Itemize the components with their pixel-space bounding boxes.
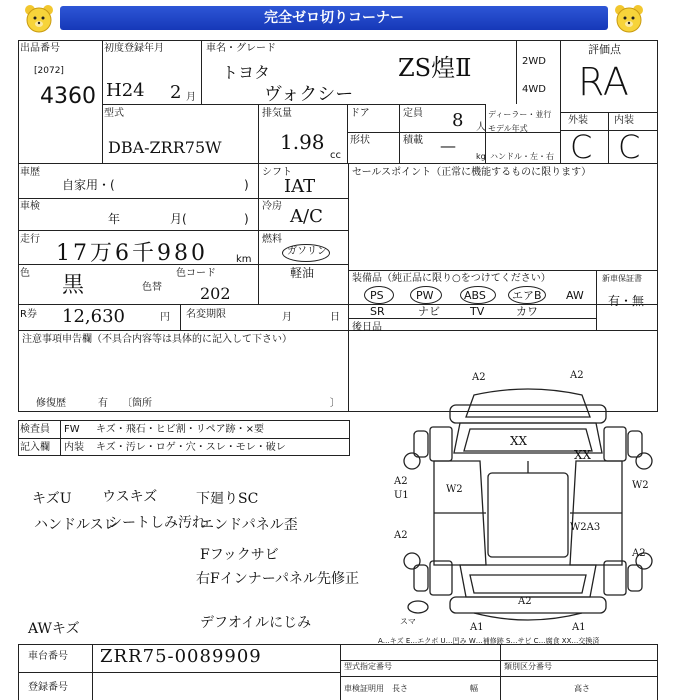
- reg-no-label: 登録番号: [28, 682, 68, 693]
- equip-tv: TV: [470, 305, 485, 318]
- mileage-unit: km: [236, 254, 252, 265]
- color-change-label: 色替: [142, 282, 162, 293]
- disp-value: 1.98: [280, 130, 325, 154]
- divider: [608, 112, 609, 164]
- damage-mark: U1: [394, 490, 409, 501]
- color-code: 202: [200, 284, 231, 303]
- drive-4wd: 4WD: [522, 84, 546, 95]
- diagram-legend: A…キズ E…エクボ U…凹み W…補修跡 S…サビ C…腐食 XX…交換済: [378, 637, 600, 645]
- divider: [18, 438, 350, 439]
- damage-mark: W2A3: [570, 522, 601, 533]
- remark-line: ウスキズ: [102, 489, 158, 505]
- load-value: —: [440, 136, 456, 155]
- mascot-bear-icon: [22, 2, 56, 36]
- int-score: C: [618, 128, 641, 166]
- dealer-label: ディーラー・並行: [488, 110, 552, 119]
- name-change-label: 名変期限: [186, 309, 226, 320]
- divider: [340, 644, 341, 700]
- damage-mark: A2: [472, 372, 486, 383]
- car-name: ヴォクシー: [264, 84, 354, 105]
- remark-line: 下廻りSC: [196, 491, 259, 507]
- divider: [340, 660, 658, 661]
- load-unit: kg: [476, 152, 486, 161]
- equip-label: 装備品（純正品に限り○をつけてください）: [352, 273, 551, 284]
- damage-mark: A2: [570, 370, 584, 381]
- damage-mark: A1: [572, 622, 586, 633]
- header-banner: [0, 0, 700, 38]
- cap-unit: 人: [476, 122, 486, 133]
- lot-number: 4360: [40, 84, 96, 109]
- length-label: 長さ: [392, 684, 408, 693]
- remark-line: キズU: [32, 491, 72, 507]
- repair-label: 修復歴: [36, 398, 66, 409]
- name-change-month: 月: [282, 312, 292, 323]
- divider: [180, 304, 181, 330]
- inspect-close: ): [244, 212, 249, 226]
- equip-aw: AW: [566, 289, 584, 302]
- height-label: 高さ: [574, 684, 590, 693]
- divider: [18, 198, 348, 199]
- lot-label: 出品番号: [20, 43, 60, 54]
- equip-airbag: エアB: [512, 289, 542, 302]
- divider: [18, 330, 658, 331]
- name-change-day: 日: [330, 312, 340, 323]
- inspect-label: 車検: [20, 201, 40, 212]
- mileage-value: 17万6千980: [56, 241, 208, 266]
- mascot-bear-icon: [612, 2, 646, 36]
- damage-mark: A1: [470, 622, 484, 633]
- model-year-label: モデル年式: [488, 124, 528, 133]
- damage-mark: スマ: [400, 617, 416, 626]
- divider: [348, 270, 658, 271]
- fuel-diesel: 軽油: [290, 266, 315, 280]
- mileage-label: 走行: [20, 234, 40, 245]
- inspector-label: 検査員: [20, 424, 50, 435]
- damage-mark: A2: [394, 476, 408, 487]
- damage-mark: A2: [632, 548, 646, 559]
- fuel-label: 燃料: [262, 234, 282, 245]
- divider: [340, 676, 658, 677]
- reg-label: 初度登録年月: [104, 43, 164, 54]
- divider: [258, 164, 259, 304]
- form-number-label: 型式指定番号: [344, 662, 392, 671]
- divider: [348, 164, 349, 412]
- record-label: 記入欄: [20, 442, 50, 453]
- damage-mark: W2: [446, 484, 463, 495]
- cap-value: 8: [452, 110, 464, 131]
- legend-row2-head: 内装: [64, 442, 84, 453]
- inspect-month: 月(: [170, 212, 187, 226]
- equip-leather: カワ: [516, 305, 538, 318]
- divider: [18, 304, 658, 305]
- caution-label: 注意事項申告欄（不具合内容等は具体的に記入して下さい）: [22, 334, 292, 345]
- drive-2wd: 2WD: [522, 56, 546, 67]
- damage-mark: W2: [632, 480, 649, 491]
- divider: [500, 644, 501, 700]
- legend-row1-head: FW: [64, 424, 80, 435]
- divider: [348, 318, 596, 319]
- equip-ps: PS: [370, 289, 384, 302]
- damage-mark: XX: [510, 434, 528, 448]
- lot-code: [2072]: [34, 66, 64, 76]
- car-damage-diagram: [390, 365, 670, 630]
- ext-score: C: [570, 128, 593, 166]
- ac-label: 冷房: [262, 201, 282, 212]
- reg-year: H24: [106, 80, 145, 101]
- after-label: 後日品: [352, 322, 382, 333]
- remark-line: AWキズ: [28, 621, 80, 637]
- shift-value: IAT: [284, 176, 316, 197]
- reg-month: 2: [170, 82, 182, 103]
- cap-label: 定員: [403, 108, 423, 119]
- divider: [92, 644, 93, 700]
- repair-close: 〕: [330, 398, 340, 409]
- int-label: 内装: [614, 115, 634, 126]
- name-label: 車名・グレード: [206, 43, 276, 54]
- divider: [18, 672, 340, 673]
- eval-score: RA: [578, 60, 629, 104]
- recycle-label: R券: [20, 309, 37, 320]
- legend-row1: キズ・飛石・ヒビ割・リペア跡・×要: [96, 424, 264, 435]
- use-value: 自家用・(: [62, 178, 115, 192]
- handle-label: ハンドル・左・右: [490, 152, 554, 161]
- disp-unit: cc: [330, 150, 341, 161]
- color-value: 黒: [62, 273, 85, 298]
- inspect-year: 年: [108, 212, 121, 226]
- damage-mark: A2: [394, 530, 408, 541]
- recycle-value: 12,630: [62, 306, 125, 327]
- fuel-gas: ガソリン: [287, 246, 327, 257]
- repair-place: 〔箇所: [122, 398, 152, 409]
- load-label: 積載: [403, 135, 423, 146]
- damage-mark: XX: [574, 448, 592, 462]
- ext-label: 外装: [568, 115, 588, 126]
- category-number-label: 類別区分番号: [504, 662, 552, 671]
- model-label: 型式: [104, 108, 124, 119]
- divider: [18, 230, 348, 231]
- legend-row2: キズ・汚レ・ロゲ・穴・スレ・モレ・破レ: [96, 442, 286, 453]
- disp-label: 排気量: [262, 108, 292, 119]
- door-label: ドア: [350, 108, 370, 119]
- sales-label: セールスポイント（正常に機能するものに限ります）: [352, 167, 592, 178]
- color-code-label: 色コード: [176, 268, 216, 279]
- ac-value: A/C: [290, 206, 323, 227]
- cert-label: 車検証明用: [344, 684, 384, 693]
- remark-line: シートしみ汚れ: [108, 515, 206, 531]
- reg-month-unit: 月: [186, 92, 196, 103]
- remark-line: デフオイルにじみ: [200, 615, 312, 631]
- damage-mark: A2: [518, 596, 532, 607]
- divider: [560, 112, 658, 113]
- grade: ZS煌Ⅱ: [398, 54, 472, 82]
- eval-label: 評価点: [588, 43, 621, 56]
- remark-line: Fフックサビ: [200, 547, 279, 563]
- use-close: ): [244, 178, 249, 192]
- divider: [596, 270, 597, 330]
- width-label: 幅: [470, 684, 478, 693]
- chassis-value: ZRR75-0089909: [100, 646, 262, 667]
- new-warranty-label: 新車保証書: [602, 274, 642, 283]
- use-label: 車歴: [20, 167, 40, 178]
- remark-line: 右Fインナーパネル先修正: [196, 571, 360, 587]
- equip-sr: SR: [370, 305, 385, 318]
- shift-label: シフト: [262, 167, 292, 178]
- new-warranty-value: 有・無: [608, 294, 645, 308]
- maker: トヨタ: [222, 63, 271, 82]
- recycle-unit: 円: [160, 312, 170, 323]
- repair-value: 有: [98, 398, 108, 409]
- chassis-label: 車台番号: [28, 651, 68, 662]
- model-code: DBA-ZRR75W: [108, 138, 222, 157]
- remark-line: エンドパネル歪: [200, 517, 298, 533]
- equip-navi: ナビ: [418, 305, 440, 318]
- divider: [348, 132, 560, 133]
- page-title: 完全ゼロ切りコーナー: [60, 6, 608, 30]
- shape-label: 形状: [350, 135, 370, 146]
- remark-line: ハンドルスレ: [34, 517, 118, 533]
- equip-abs: ABS: [464, 289, 486, 302]
- equip-pw: PW: [416, 289, 434, 302]
- color-label: 色: [20, 268, 30, 279]
